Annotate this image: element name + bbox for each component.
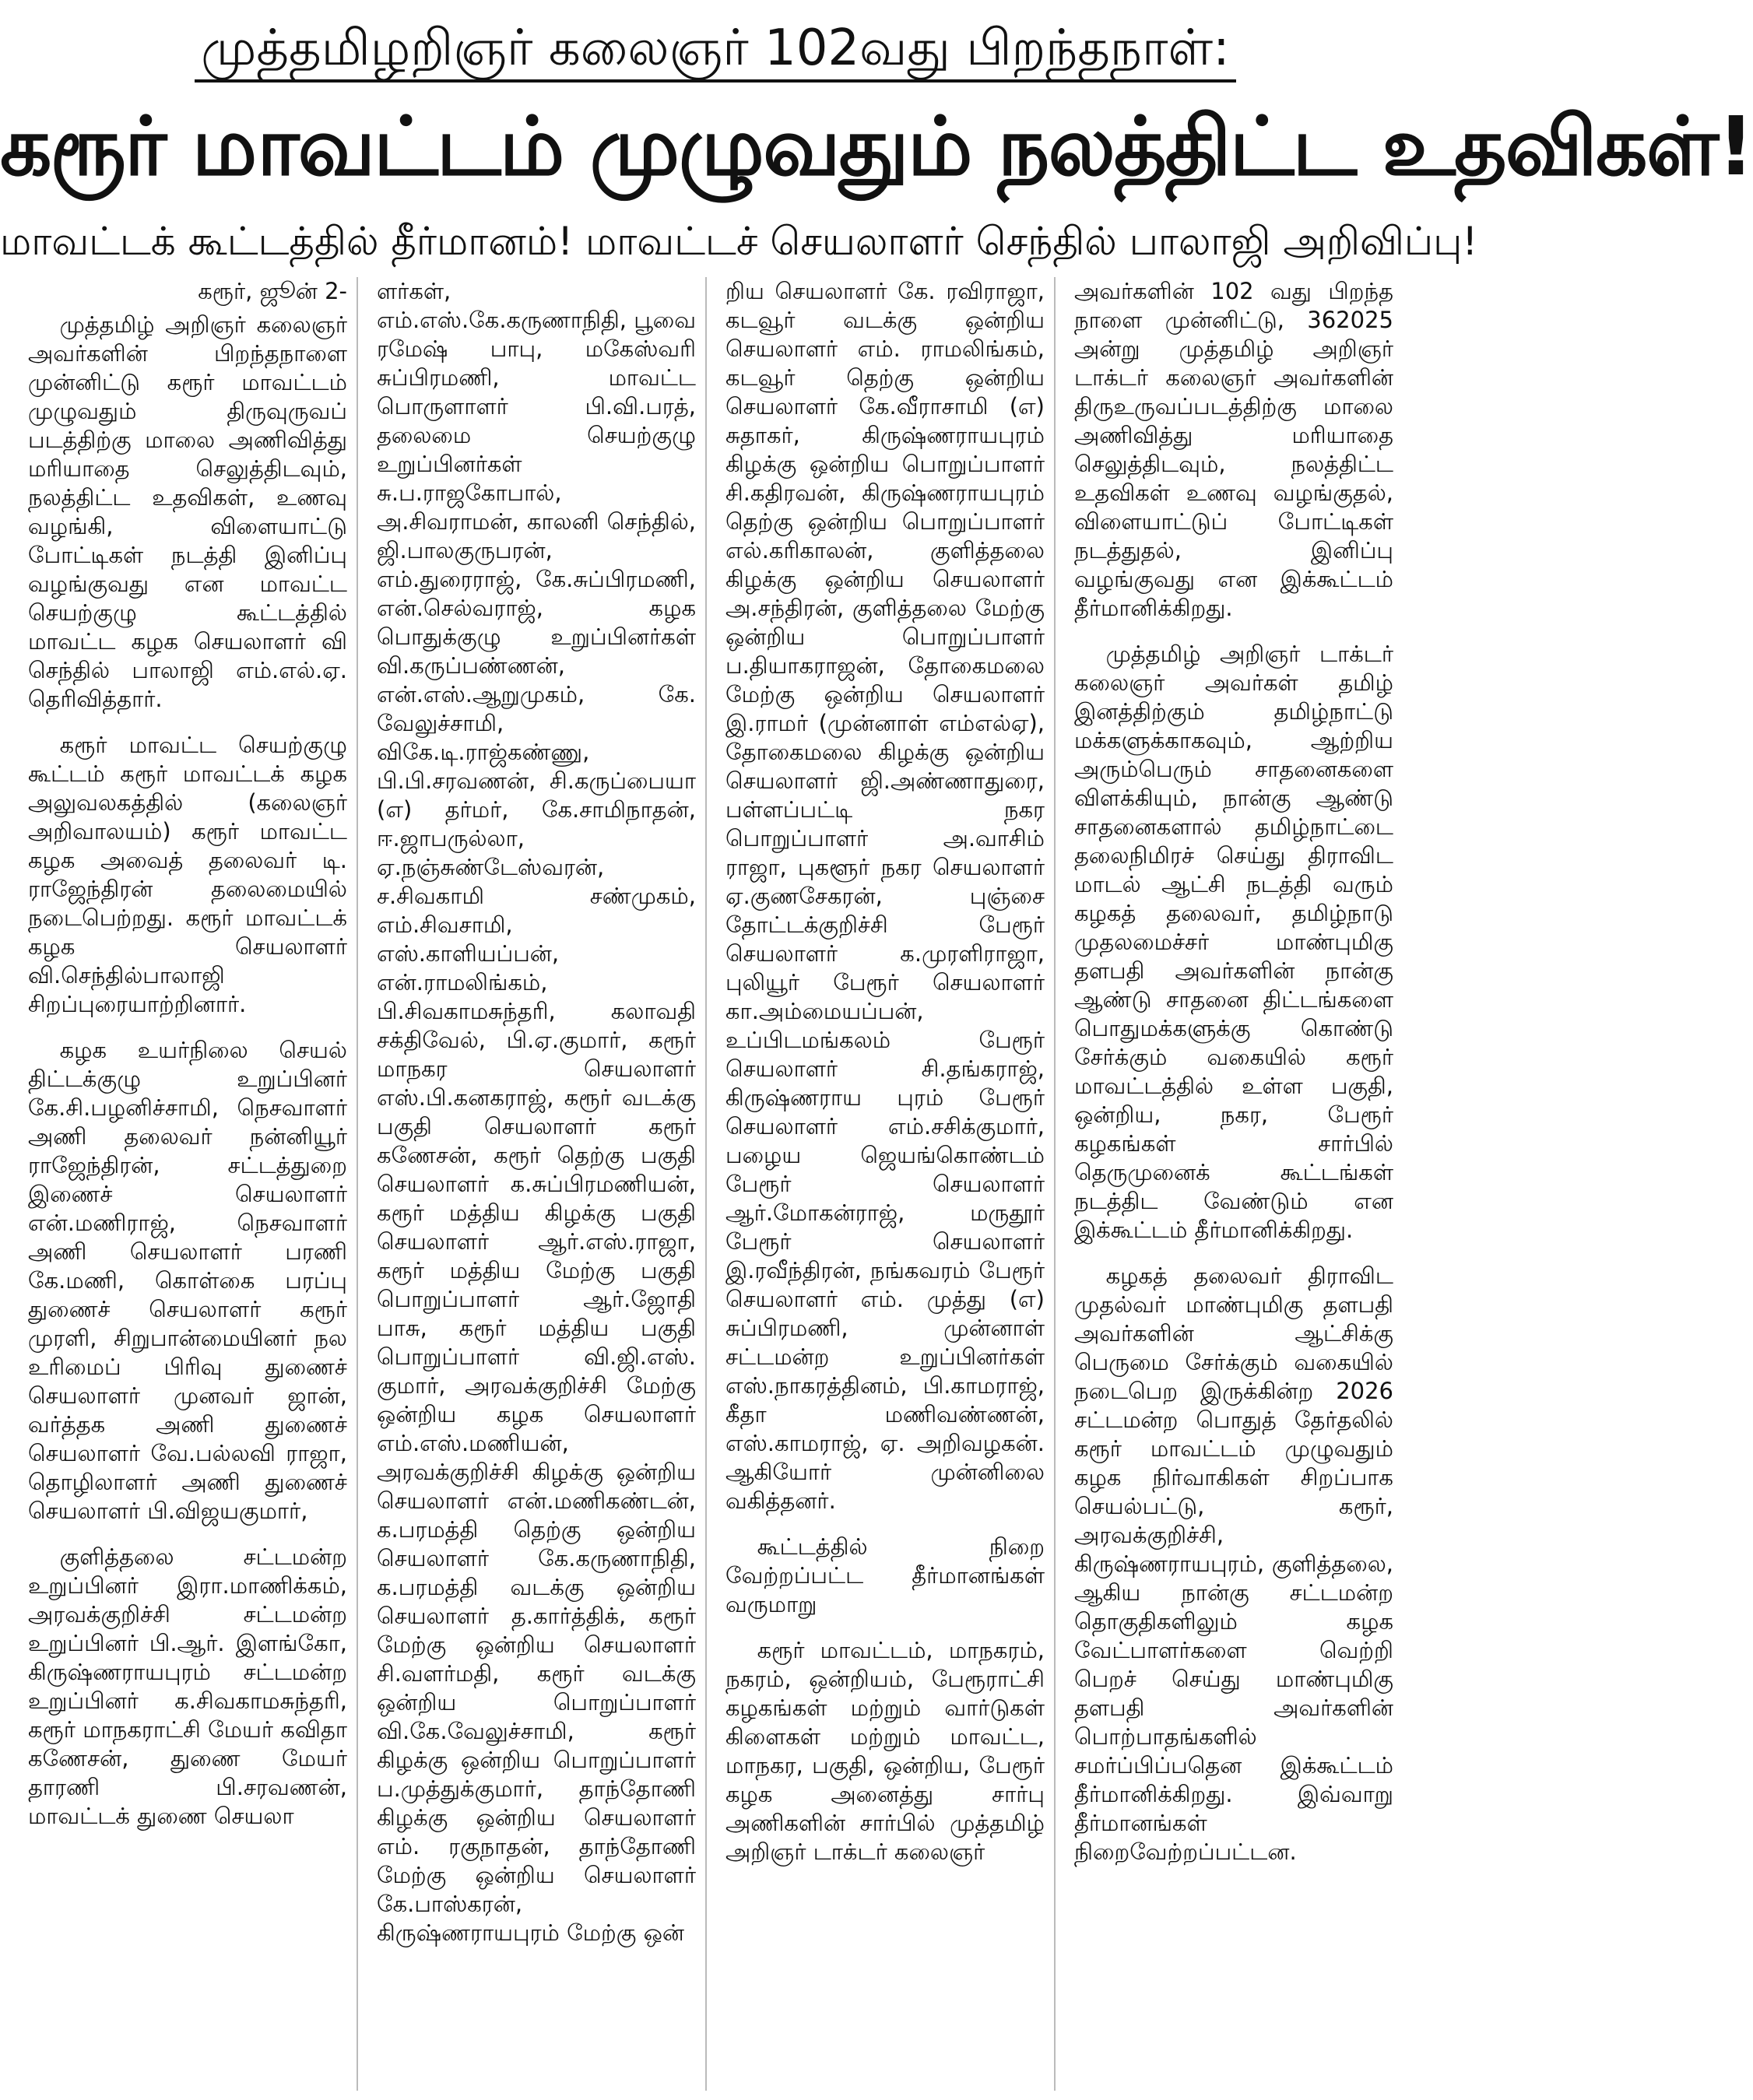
paragraph: கழக உயர்நிலை செயல் திட்டக்குழு உறுப்பினர் கே.சி.பழனிச்சாமி, நெசவாளர் அணி தலைவர் நன்னியூர் ராஜேந்திரன், சட்டத்துறை இணைச் செயலாளர் என்.மணிராஜ், நெசவாளர் அணி செயலாளர் பரணி கே.மணி, கொள்கை பரப்பு துணைச் செயலாளர் கரூர் முரளி, சிறுபான்மையினர் நல உரிமைப் பிரிவு துணைச் செயலாளர் முனவர் ஜான், வர்த்தக அணி துணைச் செயலாளர் வே.பல்லவி ராஜா, தொழிலாளர் அணி துணைச் செயலாளர் பி.விஜயகுமார், [28,1037,347,1524]
column-2 [377,277,707,2091]
article-body [28,277,1403,2091]
column-1 [28,277,358,2091]
column-3 [725,277,1056,2091]
paragraph: கழகத் தலைவர் திராவிட முதல்வர் மாண்புமிகு தளபதி அவர்களின் ஆட்சிக்கு பெருமை சேர்க்கும் வகையில் நடைபெற இருக்கின்ற 2026 சட்டமன்ற பொதுத் தேர்தலில் கரூர் மாவட்டம் முழுவதும் கழக நிர்வாகிகள் சிறப்பாக செயல்பட்டு, கரூர், அரவக்குறிச்சி, கிருஷ்ணராயபுரம், குளித்தலை, ஆகிய நான்கு சட்டமன்ற தொகுதிகளிலும் கழக வேட்பாளர்களை வெற்றி பெறச் செய்து மாண்புமிகு தளபதி அவர்களின் பொற்பாதங்களில் சமர்ப்பிப்பதென இக்கூட்டம் தீர்மானிக்கிறது. இவ்வாறு தீர்மானங்கள் நிறைவேற்றப்பட்டன. [1074,1262,1393,1865]
kicker-text: முத்தமிழறிஞர் கலைஞர் 102வது பிறந்தநாள்: [195,17,1235,83]
paragraph: முத்தமிழ் அறிஞர் கலைஞர் அவர்களின் பிறந்தநாளை முன்னிட்டு கரூர் மாவட்டம் முழுவதும் திருவுருவப் படத்திற்கு மாலை அணிவித்து மரியாதை செலுத்திடவும், நலத்திட்ட உதவிகள், உணவு வழங்கி, விளையாட்டு போட்டிகள் நடத்தி இனிப்பு வழங்குவது என மாவட்ட செயற்குழு கூட்டத்தில் மாவட்ட கழக செயலாளர் வி செந்தில் பாலாஜி எம்.எல்.ஏ. தெரிவித்தார். [28,311,347,712]
paragraph: கூட்டத்தில் நிறை வேற்றப்பட்ட தீர்மானங்கள் வருமாறு [725,1533,1045,1617]
paragraph: அவர்களின் 102 வது பிறந்த நாளை முன்னிட்டு, 362025 அன்று முத்தமிழ் அறிஞர் டாக்டர் கலைஞர் அவர்களின் திருஉருவப்படத்திற்கு மாலை அணிவித்து மரியாதை செலுத்திடவும், நலத்திட்ட உதவிகள் உணவு வழங்குதல், விளையாட்டுப் போட்டிகள் நடத்துதல், இனிப்பு வழங்குவது என இக்கூட்டம் தீர்மானிக்கிறது. [1074,278,1393,621]
paragraph: குளித்தலை சட்டமன்ற உறுப்பினர் இரா.மாணிக்கம், அரவக்குறிச்சி சட்டமன்ற உறுப்பினர் பி.ஆர். இளங்கோ, கிருஷ்ணராயபுரம் சட்டமன்ற உறுப்பினர் க.சிவகாமசுந்தரி, கரூர் மாநகராட்சி மேயர் கவிதா கணேசன், துணை மேயர் தாரணி பி.சரவணன், மாவட்டக் துணை செயலா [28,1543,347,1829]
paragraph: கரூர் மாவட்டம், மாநகரம், நகரம், ஒன்றியம், பேரூராட்சி கழகங்கள் மற்றும் வார்டுகள் கிளைகள் மற்றும் மாவட்ட, மாநகர, பகுதி, ஒன்றிய, பேரூர் கழக அனைத்து சார்பு அணிகளின் சார்பில் முத்தமிழ் அறிஞர் டாக்டர் கலைஞர் [725,1637,1045,1865]
headline: கரூர் மாவட்டம் முழுவதும் நலத்திட்ட உதவிகள்! [0,99,1753,194]
kicker [0,17,1431,83]
subheadline: மாவட்டக் கூட்டத்தில் தீர்மானம்! மாவட்டச் செயலாளர் செந்தில் பாலாஜி அறிவிப்பு! [0,219,1478,264]
dateline: கரூர், ஜூன் 2- [198,278,347,304]
paragraph: றிய செயலாளர் கே. ரவிராஜா, கடவூர் வடக்கு ஒன்றிய செயலாளர் எம். ராமலிங்கம், கடவூர் தெற்கு ஒன்றிய செயலாளர் கே.வீராசாமி (எ) சுதாகர், கிருஷ்ணராயபுரம் கிழக்கு ஒன்றிய பொறுப்பாளர் சி.கதிரவன், கிருஷ்ணராயபுரம் தெற்கு ஒன்றிய பொறுப்பாளர் எல்.கரிகாலன், குளித்தலை கிழக்கு ஒன்றிய செயலாளர் அ.சந்திரன், குளித்தலை மேற்கு ஒன்றிய பொறுப்பாளர் ப.தியாகராஜன், தோகைமலை மேற்கு ஒன்றிய செயலாளர் இ.ராமர் (முன்னாள் எம்எல்ஏ), தோகைமலை கிழக்கு ஒன்றிய செயலாளர் ஜி.அண்ணாதுரை, பள்ளப்பட்டி நகர பொறுப்பாளர் அ.வாசிம் ராஜா, புகளூர் நகர செயலாளர் ஏ.குணசேகரன், புஞ்சை தோட்டக்குறிச்சி பேரூர் செயலாளர் க.முரளிராஜா, புலியூர் பேரூர் செயலாளர் கா.அம்மையப்பன், உப்பிடமங்கலம் பேரூர் செயலாளர் சி.தங்கராஜ், கிருஷ்ணராய புரம் பேரூர் செயலாளர் எம்.சசிக்குமார், பழைய ஜெயங்கொண்டம் பேரூர் செயலாளர் ஆர்.மோகன்ராஜ், மருதூர் பேரூர் செயலாளர் இ.ரவீந்திரன், நங்கவரம் பேரூர் செயலாளர் எம். முத்து (எ) சுப்பிரமணி, முன்னாள் சட்டமன்ற உறுப்பினர்கள் எஸ்.நாகரத்தினம், பி.காமராஜ், கீதா மணிவண்ணன், எஸ்.காமராஜ், ஏ. அறிவழகன். ஆகியோர் முன்னிலை வகித்தனர். [725,278,1045,1514]
paragraph: முத்தமிழ் அறிஞர் டாக்டர் கலைஞர் அவர்கள் தமிழ் இனத்திற்கும் தமிழ்நாட்டு மக்களுக்காகவும், ஆற்றிய அரும்பெரும் சாதனைகளை விளக்கியும், நான்கு ஆண்டு சாதனைகளால் தமிழ்நாட்டை தலைநிமிரச் செய்து திராவிட மாடல் ஆட்சி நடத்தி வரும் கழகத் தலைவர், தமிழ்நாடு முதலமைச்சர் மாண்புமிகு தளபதி அவர்களின் நான்கு ஆண்டு சாதனை திட்டங்களை பொதுமக்களுக்கு கொண்டு சேர்க்கும் வகையில் கரூர் மாவட்டத்தில் உள்ள பகுதி, ஒன்றிய, நகர, பேரூர் கழகங்கள் சார்பில் தெருமுனைக் கூட்டங்கள் நடத்திட வேண்டும் என இக்கூட்டம் தீர்மானிக்கிறது. [1074,641,1393,1243]
paragraph: ளர்கள், எம்.எஸ்.கே.கருணாநிதி, பூவை ரமேஷ் பாபு, மகேஸ்வரி சுப்பிரமணி, மாவட்ட பொருளாளர் பி.வி.பரத், தலைமை செயற்குழு உறுப்பினர்கள் சு.ப.ராஜகோபால், அ.சிவராமன், காலனி செந்தில், ஜி.பாலகுருபரன், எம்.துரைராஜ், கே.சுப்பிரமணி, என்.செல்வராஜ், கழக பொதுக்குழு உறுப்பினர்கள் வி.கருப்பண்ணன், என்.எஸ்.ஆறுமுகம், கே. வேலுச்சாமி, விகே.டி.ராஜ்கண்ணு, பி.பி.சரவணன், சி.கருப்பையா (எ) தர்மர், கே.சாமிநாதன், ஈ.ஜாபருல்லா, ஏ.நஞ்சுண்டேஸ்வரன், ச.சிவகாமி சண்முகம், எம்.சிவசாமி, எஸ்.காளியப்பன், என்.ராமலிங்கம், பி.சிவகாமசுந்தரி, கலாவதி சக்திவேல், பி.ஏ.குமார், கரூர் மாநகர செயலாளர் எஸ்.பி.கனகராஜ், கரூர் வடக்கு பகுதி செயலாளர் கரூர் கணேசன், கரூர் தெற்கு பகுதி செயலாளர் க.சுப்பிரமணியன், கரூர் மத்திய கிழக்கு பகுதி செயலாளர் ஆர்.எஸ்.ராஜா, கரூர் மத்திய மேற்கு பகுதி பொறுப்பாளர் ஆர்.ஜோதி பாசு, கரூர் மத்திய பகுதி பொறுப்பாளர் வி.ஜி.எஸ். குமார், அரவக்குறிச்சி மேற்கு ஒன்றிய கழக செயலாளர் எம்.எஸ்.மணியன், அரவக்குறிச்சி கிழக்கு ஒன்றிய செயலாளர் என்.மணிகண்டன், க.பரமத்தி தெற்கு ஒன்றிய செயலாளர் கே.கருணாநிதி, க.பரமத்தி வடக்கு ஒன்றிய செயலாளர் த.கார்த்திக், கரூர் மேற்கு ஒன்றிய செயலாளர் சி.வளர்மதி, கரூர் வடக்கு ஒன்றிய பொறுப்பாளர் வி.கே.வேலுச்சாமி, கரூர் கிழக்கு ஒன்றிய பொறுப்பாளர் ப.முத்துக்குமார், தாந்தோணி கிழக்கு ஒன்றிய செயலாளர் எம். ரகுநாதன், தாந்தோணி மேற்கு ஒன்றிய செயலாளர் கே.பாஸ்கரன், கிருஷ்ணராயபுரம் மேற்கு ஒன் [377,278,696,1946]
column-4 [1074,277,1403,2091]
paragraph: கரூர் மாவட்ட செயற்குழு கூட்டம் கரூர் மாவட்டக் கழக அலுவலகத்தில் (கலைஞர் அறிவாலயம்) கரூர் மாவட்ட கழக அவைத் தலைவர் டி. ராஜேந்திரன் தலைமையில் நடைபெற்றது. கரூர் மாவட்டக் கழக செயலாளர் வி.செந்தில்பாலாஜி சிறப்புரையாற்றினார். [28,732,347,1017]
